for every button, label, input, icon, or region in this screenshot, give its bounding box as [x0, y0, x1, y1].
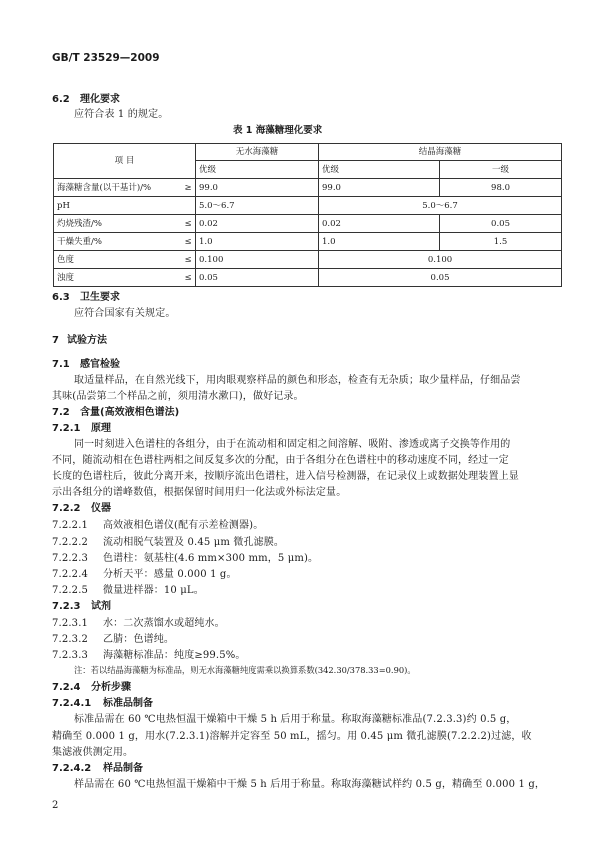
table-row	[54, 251, 562, 269]
row-crystal-value: 0.05	[319, 269, 562, 287]
section-7-2-4-1-line-1: 标准品需在 60 ℃电热恒温干燥箱中干燥 5 h 后用于称量。称取海藻糖标准品(7.2.3.3)约 0.5 g，	[74, 714, 517, 725]
section-7-2-1-line-3: 长度的色谱柱后，彼此分离开来，按顺序流出色谱柱，进入信号检测器，在记录仪上或数据处理装置上显	[52, 471, 519, 482]
section-7-1-line-2: 其味(品尝第二个样品之前，须用清水漱口)，做好记录。	[52, 391, 304, 402]
section-6-3-number: 6.3	[52, 292, 70, 303]
row-sign: ≥	[182, 179, 196, 197]
section-7-2-4-2-title: 样品制备	[103, 763, 143, 774]
header-crystal: 结晶海藻糖	[319, 144, 562, 161]
row-anhydrous-value: 99.0	[196, 179, 319, 197]
row-item: 海藻糖含量(以干基计)/%	[54, 179, 182, 197]
section-7-2-3-number: 7.2.3	[52, 601, 81, 612]
item-number: 7.2.2.3	[52, 553, 89, 564]
section-7-2-4-2-line-1: 样品需在 60 ℃电热恒温干燥箱中干燥 5 h 后用于称量。称取海藻糖试样约 0.5 g，精确至 0.000 1 g，	[74, 779, 546, 790]
section-7-2-4-1-number: 7.2.4.1	[52, 698, 92, 709]
item-text: 分析天平：感量 0.000 1 g。	[103, 569, 237, 580]
row-sign: ≤	[182, 269, 196, 287]
row-crystal-first-value: 0.05	[440, 215, 562, 233]
item-number: 7.2.2.2	[52, 537, 89, 548]
item-text: 微量进样器：10 μL。	[103, 585, 204, 596]
section-7-1-title: 感官检验	[80, 359, 120, 370]
table-row	[54, 197, 562, 215]
section-7-2-number: 7.2	[52, 407, 70, 418]
row-crystal-premium-value: 1.0	[319, 233, 440, 251]
section-6-3-title: 卫生要求	[80, 292, 120, 303]
section-7-number: 7	[52, 335, 59, 346]
row-anhydrous-value: 0.100	[196, 251, 319, 269]
row-crystal-value: 5.0～6.7	[319, 197, 562, 215]
section-6-2-title: 理化要求	[80, 94, 120, 105]
item-number: 7.2.2.5	[52, 585, 89, 596]
section-7-2-1-line-2: 不同，随流动相在色谱柱两相之间反复多次的分配，由于各组分在色谱柱中的移动速度不同，经过一定	[52, 455, 509, 466]
section-7-2-1-line-1: 同一时刻进入色谱柱的各组分，由于在流动相和固定相之间溶解、吸附、渗透或离子交换等作用的	[74, 439, 511, 450]
header-anhydrous: 无水海藻糖	[196, 144, 319, 161]
section-7-2-4-1-line-2: 精确至 0.000 1 g，用水(7.2.3.1)溶解并定容至 50 mL，摇匀。用 0.45 μm 微孔滤膜(7.2.2.2)过滤，收	[52, 731, 532, 742]
header-item: 项 目	[54, 144, 196, 179]
table-row	[54, 233, 562, 251]
row-item: 浊度	[54, 269, 182, 287]
subheader-crystal-first: 一级	[440, 161, 562, 179]
row-crystal-value: 0.100	[319, 251, 562, 269]
section-6-2-number: 6.2	[52, 94, 70, 105]
item-text: 色谱柱：氨基柱(4.6 mm×300 mm，5 μm)。	[103, 553, 319, 564]
section-7-2-2-title: 仪器	[91, 503, 111, 514]
section-7-2-4-1-title: 标准品制备	[103, 698, 153, 709]
table-caption: 表 1 海藻糖理化要求	[233, 125, 323, 136]
section-7-2-1-number: 7.2.1	[52, 423, 81, 434]
row-anhydrous-value: 0.02	[196, 215, 319, 233]
section-7-2-4-1-line-3: 集滤液供测定用。	[52, 747, 134, 758]
row-anhydrous-value: 0.05	[196, 269, 319, 287]
row-anhydrous-value: 1.0	[196, 233, 319, 251]
section-7-1-number: 7.1	[52, 359, 70, 370]
item-number: 7.2.2.4	[52, 569, 89, 580]
row-sign: ≤	[182, 233, 196, 251]
item-number: 7.2.3.1	[52, 618, 89, 629]
row-crystal-premium-value: 0.02	[319, 215, 440, 233]
page-number: 2	[52, 800, 59, 811]
item-text: 高效液相色谱仪(配有示差检测器)。	[103, 520, 264, 531]
section-7-2-4-2-number: 7.2.4.2	[52, 763, 92, 774]
section-6-3-text: 应符合国家有关规定。	[74, 308, 176, 319]
item-text: 流动相脱气装置及 0.45 μm 微孔滤膜。	[103, 537, 285, 548]
subheader-crystal-premium: 优级	[319, 161, 440, 179]
section-7-2-3-title: 试剂	[91, 601, 111, 612]
row-crystal-premium-value: 99.0	[319, 179, 440, 197]
row-item: 色度	[54, 251, 182, 269]
item-number: 7.2.2.1	[52, 520, 89, 531]
item-text: 乙腈：色谱纯。	[103, 634, 175, 645]
section-7-1-line-1: 取适量样品，在自然光线下，用肉眼观察样品的颜色和形态，检查有无杂质；取少量样品，仔细品尝	[74, 375, 521, 386]
item-text: 海藻糖标准品：纯度≥99.5%。	[103, 650, 246, 661]
row-crystal-first-value: 98.0	[440, 179, 562, 197]
row-item: 干燥失重/%	[54, 233, 182, 251]
standard-number: GB/T 23529—2009	[52, 52, 160, 64]
section-7-2-4-title: 分析步骤	[91, 682, 131, 693]
row-anhydrous-value: 5.0～6.7	[196, 197, 319, 215]
section-7-2-1-line-4: 示出各组分的谱峰数值，根据保留时间用归一化法或外标法定量。	[52, 487, 347, 498]
subheader-anhydrous-premium: 优级	[196, 161, 319, 179]
item-number: 7.2.3.2	[52, 634, 89, 645]
row-item: 灼烧残渣/%	[54, 215, 182, 233]
item-text: 水：二次蒸馏水或超纯水。	[103, 618, 225, 629]
row-sign: ≤	[182, 215, 196, 233]
table-header-row	[54, 144, 562, 161]
table-row	[54, 179, 562, 197]
section-6-2-text: 应符合表 1 的规定。	[74, 109, 169, 120]
table-row	[54, 269, 562, 287]
table-row	[54, 215, 562, 233]
specification-table	[53, 143, 562, 287]
row-crystal-first-value: 1.5	[440, 233, 562, 251]
row-item: pH	[54, 197, 182, 215]
reagent-note: 注：若以结晶海藻糖为标准品，则无水海藻糖纯度需乘以换算系数(342.30/378.33=0.90)。	[74, 665, 416, 675]
section-7-2-1-title: 原理	[91, 423, 111, 434]
section-7-2-4-number: 7.2.4	[52, 682, 81, 693]
row-sign	[182, 197, 196, 215]
section-7-2-2-number: 7.2.2	[52, 503, 81, 514]
row-sign: ≤	[182, 251, 196, 269]
section-7-title: 试验方法	[67, 335, 107, 346]
item-number: 7.2.3.3	[52, 650, 89, 661]
section-7-2-title: 含量(高效液相色谱法)	[80, 407, 180, 418]
